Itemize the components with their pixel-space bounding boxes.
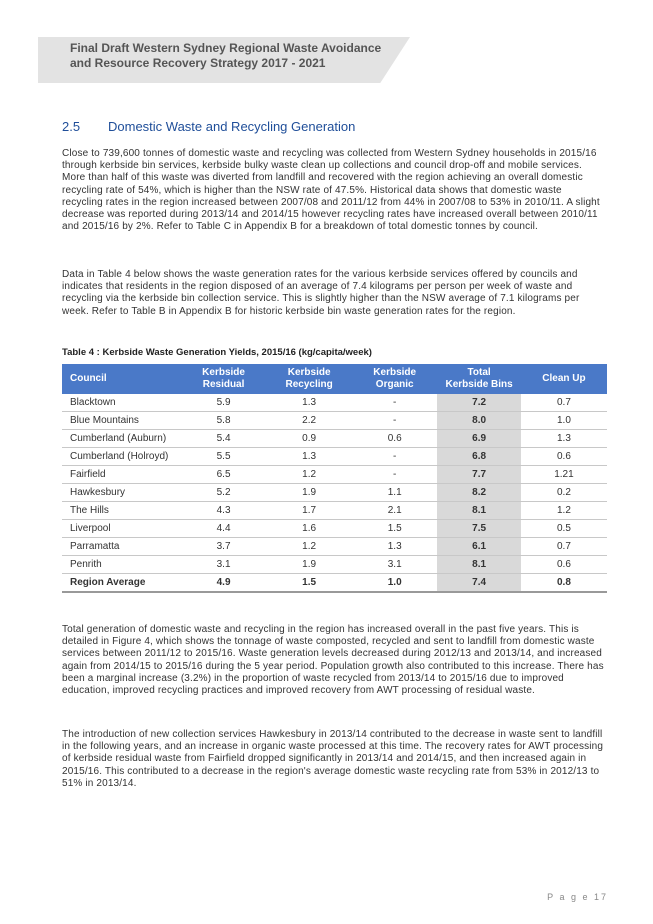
cell-recycling: 1.9	[266, 556, 352, 574]
cell-recycling: 1.3	[266, 394, 352, 412]
table-row	[62, 538, 607, 556]
cell-clean-up: 0.7	[521, 394, 607, 412]
paragraph-generation-rates: Data in Table 4 below shows the waste generation rates for the various kerbside services offered by councils and indicates that residents in the region disposed of an average of 7.4 kilograms per person per week of waste and recycling via the kerbside bin collection service. This is slightly higher than the NSW average of 7.1 kilograms per week. Refer to Table B in Appendix B for historic kerbside bin waste generation rates for the region.	[62, 269, 580, 317]
cell-council: Hawkesbury	[62, 484, 181, 502]
cell-clean-up: 1.21	[521, 466, 607, 484]
table-row	[62, 484, 607, 502]
cell-recycling: 1.2	[266, 466, 352, 484]
cell-recycling: 1.2	[266, 538, 352, 556]
cell-clean-up: 0.8	[521, 574, 607, 593]
section-title: Domestic Waste and Recycling Generation	[108, 119, 356, 134]
cell-residual: 6.5	[181, 466, 266, 484]
waste-yields-table	[62, 364, 607, 593]
cell-organic: 3.1	[352, 556, 437, 574]
cell-residual: 5.4	[181, 430, 266, 448]
cell-recycling: 1.3	[266, 448, 352, 466]
cell-organic: 1.0	[352, 574, 437, 593]
cell-residual: 4.3	[181, 502, 266, 520]
document-title-line-2: and Resource Recovery Strategy 2017 - 2021	[70, 56, 326, 70]
table-row	[62, 466, 607, 484]
cell-total: 6.8	[437, 448, 521, 466]
cell-organic: -	[352, 394, 437, 412]
cell-organic: -	[352, 412, 437, 430]
cell-clean-up: 1.2	[521, 502, 607, 520]
section-number: 2.5	[62, 119, 81, 134]
cell-recycling: 0.9	[266, 430, 352, 448]
paragraph-total-generation: Total generation of domestic waste and recycling in the region has increased overall in the past five years. This is detailed in Figure 4, which shows the tonnage of waste composted, recycled and sent to landfill from domestic waste services between 2011/12 to 2015/16. Waste generation levels decreased during 2012/13 and 2013/14, and increased again from 2014/15 to 2015/16 during the 5 year period. Population growth also contributed to this increase. There has been a marginal increase (3.2%) in the proportion of waste recycled from 2013/14 to 2015/16 due to improved education, improved recycling practices and improved recovery from AWT processing of residual waste.	[62, 624, 604, 697]
paragraph-recycling-overview: Close to 739,600 tonnes of domestic waste and recycling was collected from Western Sydney households in 2015/16 through kerbside bin services, kerbside bulky waste clean up collections and council drop-off and mobile services. More than half of this waste was diverted from landfill and recovered with the region achieving an overall domestic recycling rate of 54%, which is higher than the NSW rate of 47.5%. Historical data shows that domestic waste recycling rates in the region increased between 2007/08 and 2011/12 from 44% in 2007/08 to 53% in 2010/11. A slight decrease was reported during 2013/14 and 2014/15 however recycling rates have increased overall between 2010/11 and 2015/16 by 2%. Refer to Table C in Appendix B for a breakdown of total domestic tonnes by council.	[62, 148, 600, 233]
cell-total: 8.1	[437, 556, 521, 574]
cell-organic: -	[352, 466, 437, 484]
cell-organic: 0.6	[352, 430, 437, 448]
cell-total: 8.2	[437, 484, 521, 502]
table-row	[62, 448, 607, 466]
cell-council: Parramatta	[62, 538, 181, 556]
cell-total: 7.5	[437, 520, 521, 538]
cell-organic: 2.1	[352, 502, 437, 520]
header-kerbside-residual: Kerbside Residual	[181, 364, 266, 394]
header-council: Council	[62, 364, 181, 394]
cell-residual: 5.2	[181, 484, 266, 502]
header-clean-up: Clean Up	[521, 364, 607, 394]
cell-organic: -	[352, 448, 437, 466]
cell-residual: 3.1	[181, 556, 266, 574]
cell-total: 6.1	[437, 538, 521, 556]
cell-residual: 5.5	[181, 448, 266, 466]
table-row	[62, 520, 607, 538]
table-row	[62, 502, 607, 520]
cell-recycling: 2.2	[266, 412, 352, 430]
cell-council: Penrith	[62, 556, 181, 574]
cell-council: Cumberland (Holroyd)	[62, 448, 181, 466]
cell-organic: 1.5	[352, 520, 437, 538]
cell-council: Cumberland (Auburn)	[62, 430, 181, 448]
header-total-kerbside-bins: Total Kerbside Bins	[437, 364, 521, 394]
section-heading	[62, 119, 355, 134]
cell-clean-up: 0.6	[521, 556, 607, 574]
document-title-line-1: Final Draft Western Sydney Regional Waste Avoidance	[70, 41, 382, 55]
cell-recycling: 1.9	[266, 484, 352, 502]
page-number: 17	[593, 892, 608, 902]
cell-clean-up: 0.5	[521, 520, 607, 538]
cell-total: 6.9	[437, 430, 521, 448]
cell-council: Blacktown	[62, 394, 181, 412]
cell-total: 7.4	[437, 574, 521, 593]
cell-clean-up: 0.6	[521, 448, 607, 466]
header-kerbside-recycling: Kerbside Recycling	[266, 364, 352, 394]
cell-residual: 4.9	[181, 574, 266, 593]
cell-council: The Hills	[62, 502, 181, 520]
header-kerbside-organic: Kerbside Organic	[352, 364, 437, 394]
cell-total: 8.0	[437, 412, 521, 430]
paragraph-new-services: The introduction of new collection services Hawkesbury in 2013/14 contributed to the decrease in waste sent to landfill in the following years, and an increase in organic waste processed at this time. The recovery rates for AWT processing of kerbside residual waste from Fairfield dropped significantly in 2013/14 and 2014/15, and then increased again in 2015/16. This contributed to a decrease in the region's average domestic waste recycling rate from 53% in 2012/13 to 51% in 2013/14.	[62, 729, 604, 789]
cell-council: Blue Mountains	[62, 412, 181, 430]
table-row	[62, 394, 607, 412]
cell-organic: 1.3	[352, 538, 437, 556]
page-footer	[547, 892, 608, 902]
table-header-row	[62, 364, 607, 394]
table-caption: Table 4 : Kerbside Waste Generation Yields, 2015/16 (kg/capita/week)	[62, 347, 372, 358]
cell-total: 7.2	[437, 394, 521, 412]
cell-clean-up: 1.3	[521, 430, 607, 448]
cell-recycling: 1.6	[266, 520, 352, 538]
cell-residual: 4.4	[181, 520, 266, 538]
cell-residual: 5.9	[181, 394, 266, 412]
document-title	[70, 41, 400, 71]
cell-recycling: 1.7	[266, 502, 352, 520]
cell-council: Fairfield	[62, 466, 181, 484]
table-row	[62, 430, 607, 448]
table-row-region-average	[62, 574, 607, 593]
cell-council: Liverpool	[62, 520, 181, 538]
cell-residual: 5.8	[181, 412, 266, 430]
cell-total: 8.1	[437, 502, 521, 520]
cell-clean-up: 0.2	[521, 484, 607, 502]
cell-organic: 1.1	[352, 484, 437, 502]
table-row	[62, 412, 607, 430]
cell-clean-up: 1.0	[521, 412, 607, 430]
cell-clean-up: 0.7	[521, 538, 607, 556]
table-row	[62, 556, 607, 574]
cell-council: Region Average	[62, 574, 181, 593]
cell-residual: 3.7	[181, 538, 266, 556]
cell-recycling: 1.5	[266, 574, 352, 593]
page-label: P a g e	[547, 892, 590, 902]
cell-total: 7.7	[437, 466, 521, 484]
